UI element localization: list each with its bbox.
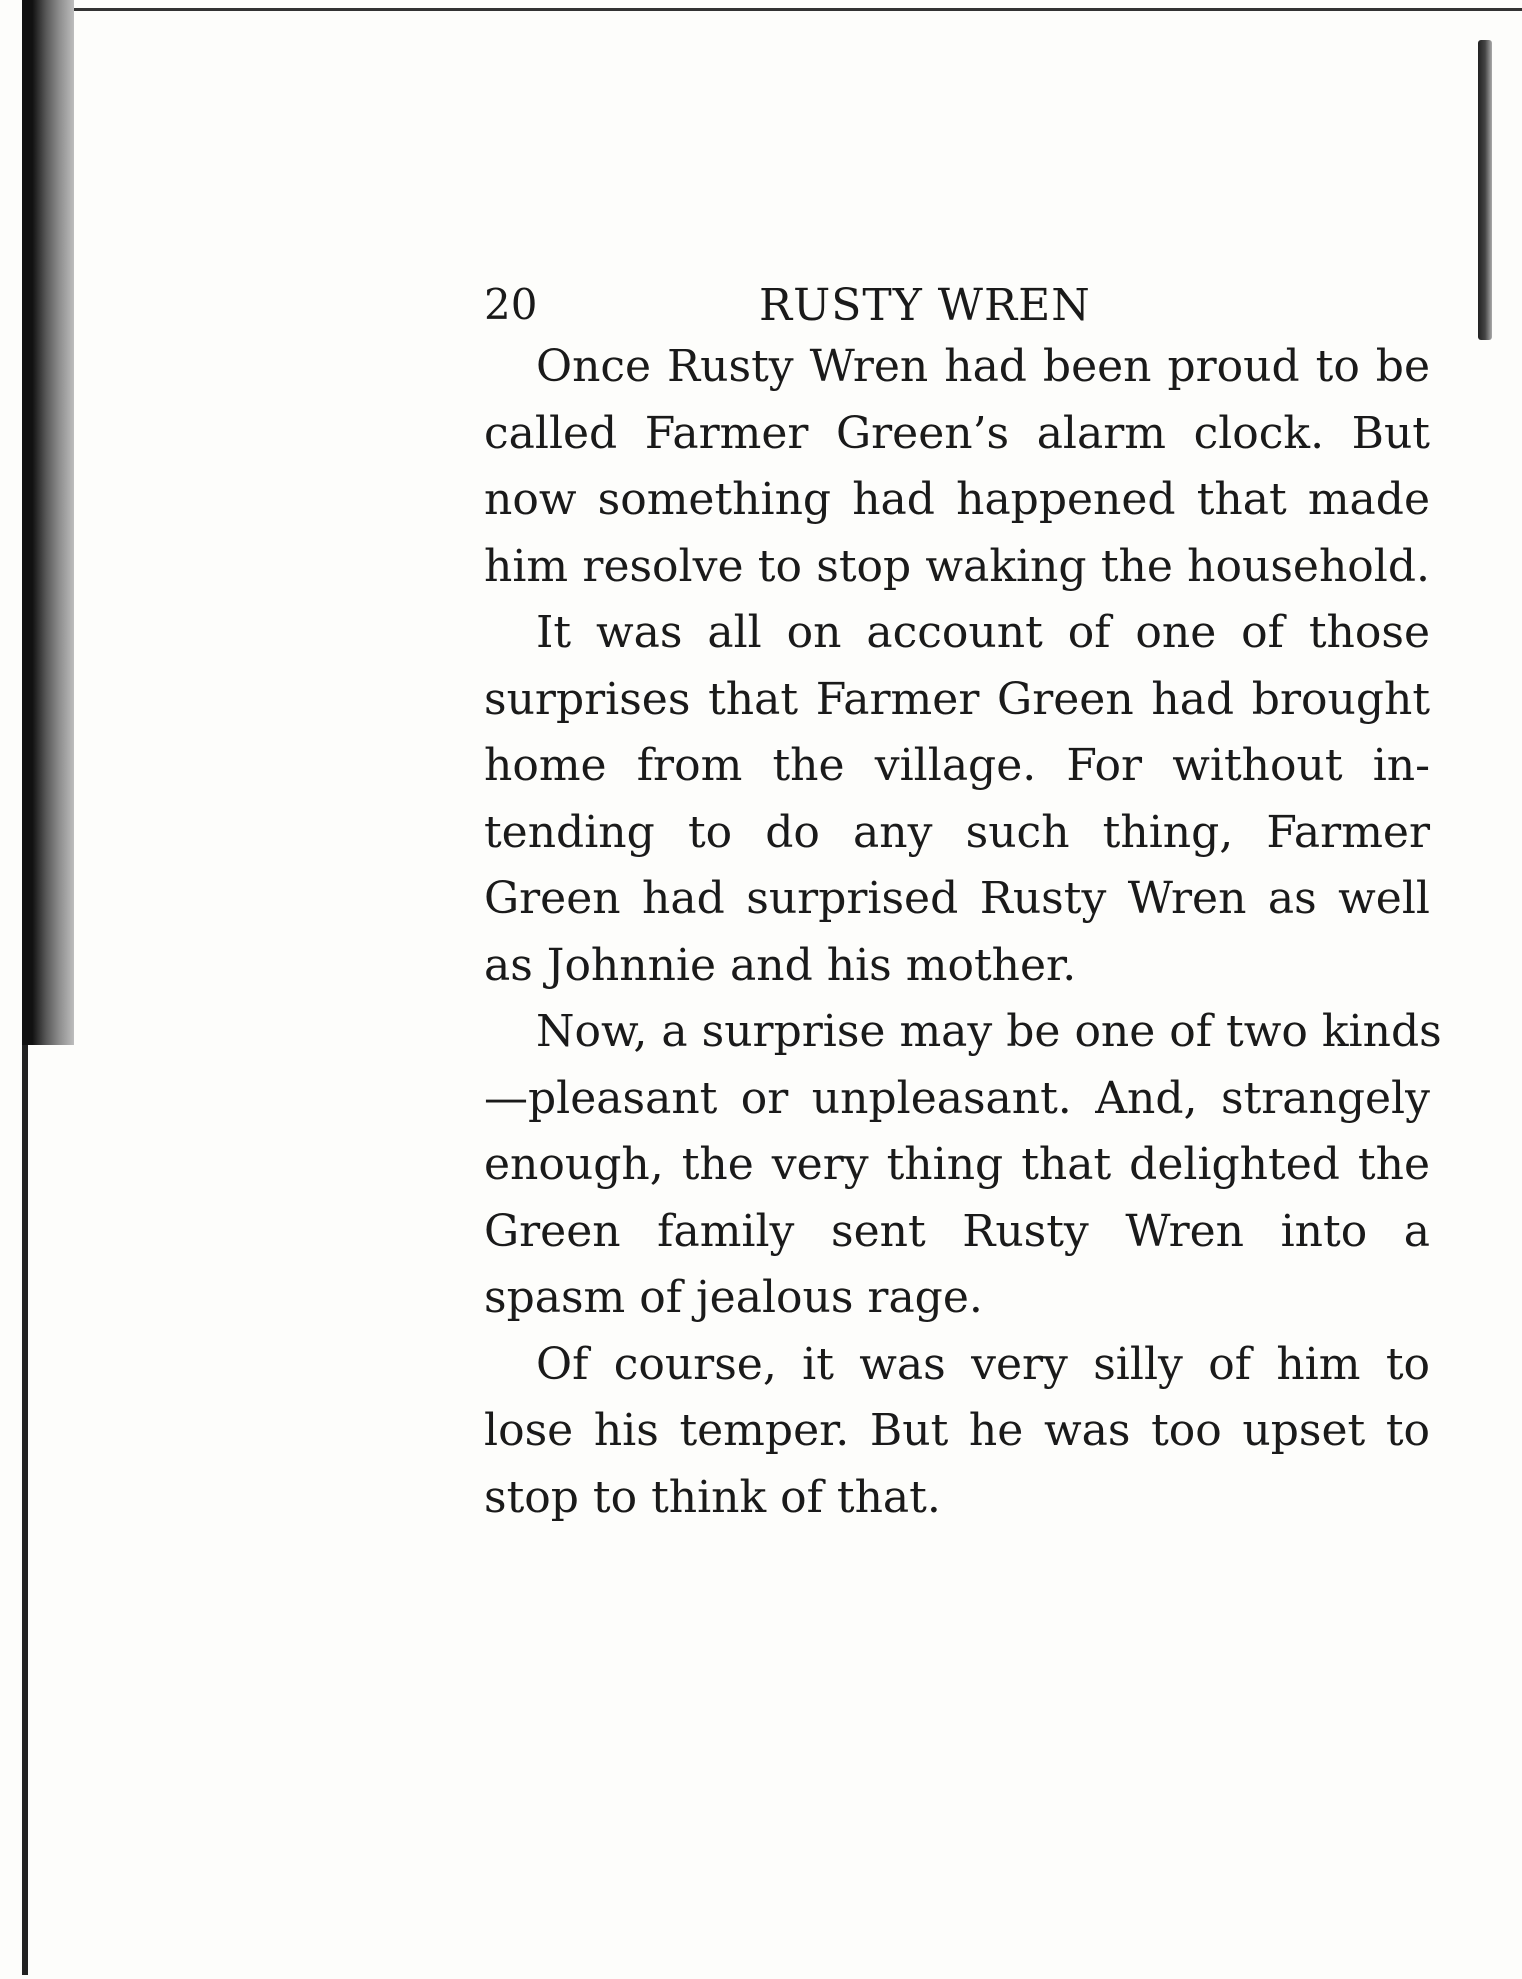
text-line: home from the village. For without in- xyxy=(484,740,1430,791)
scan-right-edge-mark xyxy=(1478,40,1492,340)
paragraph-1 xyxy=(484,334,1430,600)
text-line: now something had happened that made xyxy=(484,474,1430,525)
text-line: Once Rusty Wren had been proud to be xyxy=(536,341,1430,392)
paragraph-2 xyxy=(484,600,1430,999)
text-line: lose his temper. But he was too upset to xyxy=(484,1405,1430,1456)
text-line: Green had surprised Rusty Wren as well xyxy=(484,873,1430,924)
text-line: him resolve to stop waking the household. xyxy=(484,540,1430,592)
text-line: Green family sent Rusty Wren into a xyxy=(484,1205,1430,1257)
text-line: enough, the very thing that delighted the xyxy=(484,1139,1430,1190)
text-line: as Johnnie and his mother. xyxy=(484,939,1077,991)
text-line: Of course, it was very silly of him to xyxy=(536,1338,1430,1390)
text-line: stop to think of that. xyxy=(484,1471,941,1523)
scan-top-edge xyxy=(22,8,1522,11)
scan-binding-edge xyxy=(22,1045,28,1975)
scan-binding-shadow xyxy=(22,0,74,1045)
text-line: Now, a surprise may be one of two kinds xyxy=(536,1006,1442,1057)
text-line: tending to do any such thing, Farmer xyxy=(484,806,1430,858)
running-head xyxy=(484,262,1430,334)
text-line: It was all on account of one of those xyxy=(536,607,1430,658)
text-line: spasm of jealous rage. xyxy=(484,1272,983,1323)
running-title: RUSTY WREN xyxy=(759,280,1091,331)
page-number: 20 xyxy=(484,280,538,329)
text-line: surprises that Farmer Green had brought xyxy=(484,673,1430,725)
page-text-block xyxy=(484,262,1442,1531)
paragraph-4 xyxy=(484,1332,1430,1532)
paragraph-3 xyxy=(484,999,1442,1332)
text-line: —pleasant or unpleasant. And, strangely xyxy=(484,1072,1430,1124)
text-line: called Farmer Green’s alarm clock. But xyxy=(484,407,1430,459)
